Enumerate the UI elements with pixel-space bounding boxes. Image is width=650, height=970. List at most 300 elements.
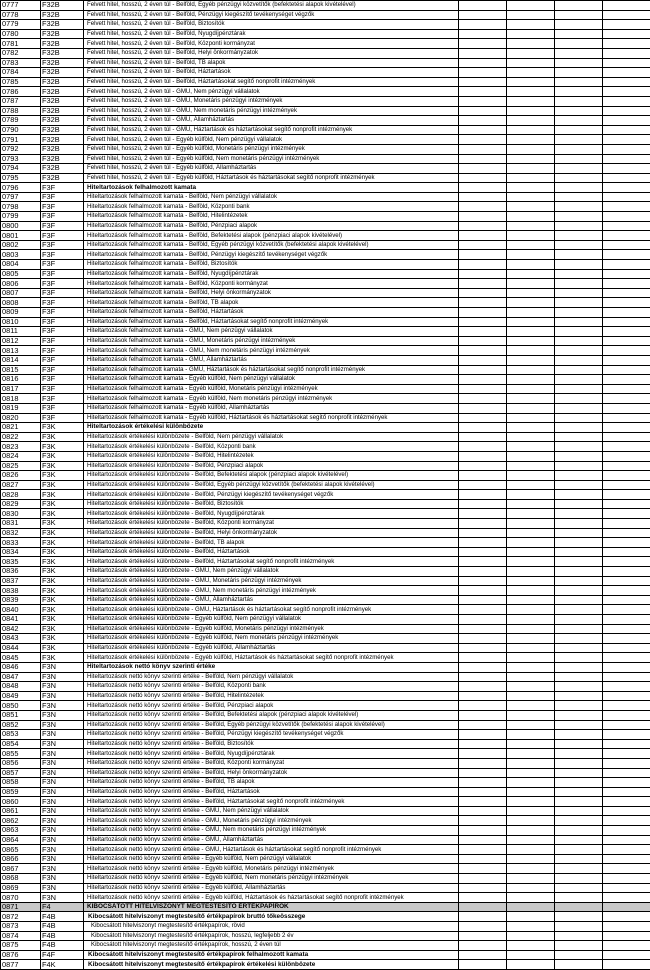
row-type: F3K	[41, 586, 84, 596]
value-cell	[459, 567, 507, 577]
value-cell	[555, 835, 603, 845]
value-cell	[555, 375, 603, 385]
row-code: 0816	[1, 375, 41, 385]
value-cell	[603, 845, 650, 855]
value-cell	[603, 106, 650, 116]
table-row	[1, 451, 650, 461]
row-type: F3N	[41, 662, 84, 672]
table-row	[1, 797, 650, 807]
value-cell	[603, 96, 650, 106]
row-description: Hiteltartozások felhalmozott kamata - Belföld, Pénzügyi kiegészítő tevékenységet végzők	[84, 250, 459, 260]
value-cell	[507, 595, 555, 605]
row-description: Hiteltartozások felhalmozott kamata - Egyéb külföld, Államháztartás	[84, 403, 459, 413]
row-code: 0875	[1, 941, 41, 951]
row-description: Kibocsátott hitelviszonyt megtestesítő értékpapírok, hosszú, 2 éven túl	[84, 941, 459, 951]
value-cell	[603, 20, 650, 30]
row-code: 0848	[1, 682, 41, 692]
row-code: 0838	[1, 586, 41, 596]
value-cell	[507, 547, 555, 557]
row-type: F3F	[41, 269, 84, 279]
value-cell	[603, 58, 650, 68]
row-code: 0812	[1, 336, 41, 346]
table-row	[1, 423, 650, 433]
value-cell	[507, 336, 555, 346]
row-type: F4F	[41, 950, 84, 960]
table-row	[1, 701, 650, 711]
row-description: Kibocsátott hitelviszonyt megtestesítő értékpapírok, hosszú, legfeljebb 2 év	[84, 931, 459, 941]
value-cell	[459, 710, 507, 720]
value-cell	[507, 960, 555, 970]
table-row	[1, 615, 650, 625]
value-cell	[603, 519, 650, 529]
table-row	[1, 317, 650, 327]
row-description: Hiteltartozások felhalmozott kamata - Belföld, Központi kormányzat	[84, 279, 459, 289]
value-cell	[507, 48, 555, 58]
row-description: Hiteltartozások nettó könyv szerinti értéke - Belföld, Központi bank	[84, 682, 459, 692]
value-cell	[459, 432, 507, 442]
row-description: Hiteltartozások nettó könyv szerinti értéke - Belföld, Pénzügyi kiegészítő tevékenységet végzők	[84, 730, 459, 740]
row-description: Hiteltartozások felhalmozott kamata - Egyéb külföld, Nem pénzügyi vállalatok	[84, 375, 459, 385]
table-row	[1, 778, 650, 788]
row-code: 0800	[1, 221, 41, 231]
value-cell	[603, 279, 650, 289]
value-cell	[555, 605, 603, 615]
value-cell	[459, 308, 507, 318]
row-description: Hiteltartozások felhalmozott kamata - Egyéb külföld, Nem monetáris pénzügyi intézmények	[84, 394, 459, 404]
row-type: F32B	[41, 87, 84, 97]
value-cell	[459, 701, 507, 711]
value-cell	[459, 20, 507, 30]
value-cell	[555, 624, 603, 634]
table-row	[1, 672, 650, 682]
value-cell	[603, 806, 650, 816]
value-cell	[459, 509, 507, 519]
row-type: F3K	[41, 528, 84, 538]
value-cell	[603, 212, 650, 222]
row-description: Hiteltartozások felhalmozott kamata - Belföld, Pénzpiaci alapok	[84, 221, 459, 231]
value-cell	[603, 557, 650, 567]
value-cell	[603, 403, 650, 413]
value-cell	[507, 29, 555, 39]
table-row	[1, 519, 650, 529]
value-cell	[507, 643, 555, 653]
table-row	[1, 922, 650, 932]
value-cell	[555, 106, 603, 116]
value-cell	[459, 643, 507, 653]
table-row	[1, 96, 650, 106]
value-cell	[459, 423, 507, 433]
value-cell	[459, 816, 507, 826]
value-cell	[603, 739, 650, 749]
value-cell	[459, 346, 507, 356]
value-cell	[555, 394, 603, 404]
row-code: 0823	[1, 442, 41, 452]
value-cell	[603, 413, 650, 423]
value-cell	[459, 835, 507, 845]
row-description: Hiteltartozások nettó könyv szerinti értéke - Belföld, Befektetési alapok (pénzpiaci alapok kivételével)	[84, 710, 459, 720]
value-cell	[459, 375, 507, 385]
value-cell	[459, 653, 507, 663]
value-cell	[507, 375, 555, 385]
row-code: 0836	[1, 567, 41, 577]
value-cell	[603, 231, 650, 241]
row-description: Hiteltartozások nettó könyv szerinti értéke - Belföld, TB alapok	[84, 778, 459, 788]
value-cell	[603, 308, 650, 318]
value-cell	[603, 701, 650, 711]
table-row	[1, 509, 650, 519]
value-cell	[603, 778, 650, 788]
row-code: 0799	[1, 212, 41, 222]
value-cell	[507, 634, 555, 644]
value-cell	[555, 701, 603, 711]
value-cell	[603, 643, 650, 653]
row-code: 0790	[1, 125, 41, 135]
value-cell	[459, 1, 507, 11]
value-cell	[459, 10, 507, 20]
row-code: 0849	[1, 691, 41, 701]
value-cell	[507, 1, 555, 11]
row-code: 0846	[1, 662, 41, 672]
value-cell	[507, 931, 555, 941]
value-cell	[603, 202, 650, 212]
row-type: F3F	[41, 298, 84, 308]
row-description: Hiteltartozások felhalmozott kamata - Belföld, Nem pénzügyi vállalatok	[84, 192, 459, 202]
row-code: 0786	[1, 87, 41, 97]
row-description: Hiteltartozások értékelési különbözete - GMU, Háztartások és háztartásokat segítő nonprofit intézmények	[84, 605, 459, 615]
row-type: F3K	[41, 432, 84, 442]
value-cell	[555, 144, 603, 154]
table-row	[1, 260, 650, 270]
table-row	[1, 893, 650, 903]
value-cell	[459, 96, 507, 106]
row-code: 0788	[1, 106, 41, 116]
row-description: Hiteltartozások értékelési különbözete - Belföld, Helyi önkormányzatok	[84, 528, 459, 538]
row-description: Hiteltartozások értékelési különbözete - Belföld, Nem pénzügyi vállalatok	[84, 432, 459, 442]
value-cell	[459, 269, 507, 279]
row-description: Felvett hitel, hosszú, 2 éven túl - GMU, Nem pénzügyi vállalatok	[84, 87, 459, 97]
value-cell	[507, 154, 555, 164]
value-cell	[507, 816, 555, 826]
value-cell	[459, 672, 507, 682]
value-cell	[555, 29, 603, 39]
value-cell	[555, 77, 603, 87]
value-cell	[555, 58, 603, 68]
table-row	[1, 643, 650, 653]
row-type: F3N	[41, 778, 84, 788]
value-cell	[603, 29, 650, 39]
row-code: 0853	[1, 730, 41, 740]
value-cell	[459, 557, 507, 567]
row-description: Hiteltartozások felhalmozott kamata - GMU, Nem pénzügyi vállalatok	[84, 327, 459, 337]
value-cell	[459, 87, 507, 97]
row-code: 0874	[1, 931, 41, 941]
value-cell	[603, 758, 650, 768]
value-cell	[555, 615, 603, 625]
table-row	[1, 845, 650, 855]
row-description: Hiteltartozások értékelési különbözete - Belföld, Befektetési alapok (pénzpiaci alapok kivételével)	[84, 471, 459, 481]
table-row	[1, 567, 650, 577]
value-cell	[459, 125, 507, 135]
row-description: Hiteltartozások értékelési különbözete - Belföld, Központi kormányzat	[84, 519, 459, 529]
value-cell	[459, 240, 507, 250]
value-cell	[459, 471, 507, 481]
row-type: F32B	[41, 29, 84, 39]
row-type: F32B	[41, 20, 84, 30]
value-cell	[459, 682, 507, 692]
value-cell	[555, 240, 603, 250]
row-code: 0794	[1, 164, 41, 174]
table-row	[1, 240, 650, 250]
row-type: F3K	[41, 547, 84, 557]
value-cell	[603, 116, 650, 126]
value-cell	[555, 298, 603, 308]
row-type: F3F	[41, 279, 84, 289]
row-code: 0809	[1, 308, 41, 318]
value-cell	[603, 682, 650, 692]
row-description: Hiteltartozások értékelési különbözete - Belföld, Biztosítók	[84, 499, 459, 509]
row-code: 0777	[1, 1, 41, 11]
value-cell	[555, 39, 603, 49]
value-cell	[555, 260, 603, 270]
table-row	[1, 787, 650, 797]
row-code: 0827	[1, 480, 41, 490]
value-cell	[603, 547, 650, 557]
value-cell	[459, 317, 507, 327]
value-cell	[507, 758, 555, 768]
value-cell	[507, 922, 555, 932]
row-type: F3K	[41, 461, 84, 471]
value-cell	[459, 116, 507, 126]
row-code: 0862	[1, 816, 41, 826]
row-type: F3N	[41, 749, 84, 759]
value-cell	[603, 912, 650, 922]
table-row	[1, 327, 650, 337]
row-description: Hiteltartozások értékelési különbözete - GMU, Nem monetáris pénzügyi intézmények	[84, 586, 459, 596]
row-type: F3F	[41, 221, 84, 231]
value-cell	[555, 87, 603, 97]
table-row	[1, 941, 650, 951]
table-row	[1, 835, 650, 845]
value-cell	[555, 173, 603, 183]
table-row	[1, 758, 650, 768]
value-cell	[459, 202, 507, 212]
value-cell	[555, 567, 603, 577]
row-description: Hiteltartozások értékelési különbözete - Egyéb külföld, Államháztartás	[84, 643, 459, 653]
value-cell	[555, 912, 603, 922]
row-type: F3F	[41, 365, 84, 375]
value-cell	[459, 480, 507, 490]
row-description: Kibocsátott hitelviszonyt megtestesítő értékpapírok felhalmozott kamata	[84, 950, 459, 960]
row-type: F32B	[41, 10, 84, 20]
row-type: F3F	[41, 260, 84, 270]
row-code: 0820	[1, 413, 41, 423]
value-cell	[507, 423, 555, 433]
value-cell	[507, 106, 555, 116]
row-description: Hiteltartozások nettó könyv szerinti értéke - Belföld, Pénzpiaci alapok	[84, 701, 459, 711]
value-cell	[459, 451, 507, 461]
table-row	[1, 375, 650, 385]
value-cell	[507, 432, 555, 442]
value-cell	[459, 922, 507, 932]
value-cell	[603, 749, 650, 759]
value-cell	[603, 835, 650, 845]
value-cell	[555, 758, 603, 768]
row-description: Hiteltartozások felhalmozott kamata - Belföld, Háztartások	[84, 308, 459, 318]
row-code: 0832	[1, 528, 41, 538]
row-type: F3F	[41, 336, 84, 346]
table-row	[1, 662, 650, 672]
row-type: F3K	[41, 634, 84, 644]
row-code: 0871	[1, 902, 41, 912]
value-cell	[459, 394, 507, 404]
row-description: Hiteltartozások nettó könyv szerinti értéke - Belföld, Nyugdíjpénztárak	[84, 749, 459, 759]
value-cell	[459, 442, 507, 452]
row-type: F3N	[41, 883, 84, 893]
row-description: Felvett hitel, hosszú, 2 éven túl - Belföld, Háztartások	[84, 68, 459, 78]
value-cell	[507, 787, 555, 797]
row-description: Hiteltartozások nettó könyv szerinti értéke - Egyéb külföld, Monetáris pénzügyi intézmények	[84, 864, 459, 874]
table-row	[1, 173, 650, 183]
value-cell	[555, 826, 603, 836]
value-cell	[507, 260, 555, 270]
table-row	[1, 586, 650, 596]
value-cell	[555, 806, 603, 816]
row-description: Felvett hitel, hosszú, 2 éven túl - Egyéb külföld, Államháztartás	[84, 164, 459, 174]
row-description: Hiteltartozások értékelési különbözete - Belföld, Pénzügyi kiegészítő tevékenységet végzők	[84, 490, 459, 500]
row-type: F3K	[41, 442, 84, 452]
row-type: F32B	[41, 164, 84, 174]
value-cell	[603, 826, 650, 836]
row-type: F3N	[41, 691, 84, 701]
row-description: Felvett hitel, hosszú, 2 éven túl - Belföld, Egyéb pénzügyi közvetítők (befektetési alapok kivételével)	[84, 1, 459, 11]
value-cell	[507, 749, 555, 759]
value-cell	[555, 547, 603, 557]
row-type: F3N	[41, 797, 84, 807]
value-cell	[459, 212, 507, 222]
value-cell	[603, 710, 650, 720]
row-description: Hiteltartozások felhalmozott kamata - Belföld, Biztosítók	[84, 260, 459, 270]
value-cell	[507, 950, 555, 960]
value-cell	[603, 634, 650, 644]
row-type: F3K	[41, 490, 84, 500]
table-row	[1, 10, 650, 20]
row-type: F3F	[41, 250, 84, 260]
row-description: Felvett hitel, hosszú, 2 éven túl - Belföld, Pénzügyi kiegészítő tevékenységet végzők	[84, 10, 459, 20]
value-cell	[507, 710, 555, 720]
row-type: F3N	[41, 739, 84, 749]
value-cell	[459, 327, 507, 337]
row-code: 0864	[1, 835, 41, 845]
row-type: F3K	[41, 643, 84, 653]
row-description: Felvett hitel, hosszú, 2 éven túl - Egyéb külföld, Háztartások és háztartásokat segítő nonprofit intézmények	[84, 173, 459, 183]
value-cell	[603, 893, 650, 903]
row-type: F32B	[41, 96, 84, 106]
value-cell	[459, 806, 507, 816]
value-cell	[507, 499, 555, 509]
value-cell	[555, 902, 603, 912]
value-cell	[507, 298, 555, 308]
table-row	[1, 605, 650, 615]
value-cell	[555, 202, 603, 212]
value-cell	[507, 720, 555, 730]
value-cell	[555, 308, 603, 318]
row-description: Felvett hitel, hosszú, 2 éven túl - Egyéb külföld, Nem pénzügyi vállalatok	[84, 135, 459, 145]
value-cell	[603, 490, 650, 500]
row-type: F3N	[41, 710, 84, 720]
value-cell	[507, 902, 555, 912]
value-cell	[603, 461, 650, 471]
value-cell	[555, 451, 603, 461]
value-cell	[459, 749, 507, 759]
value-cell	[507, 653, 555, 663]
value-cell	[459, 605, 507, 615]
value-cell	[507, 173, 555, 183]
value-cell	[507, 490, 555, 500]
row-description: Hiteltartozások felhalmozott kamata - Belföld, Központi bank	[84, 202, 459, 212]
value-cell	[555, 950, 603, 960]
row-code: 0811	[1, 327, 41, 337]
value-cell	[603, 384, 650, 394]
value-cell	[603, 451, 650, 461]
row-description: Hiteltartozások értékelési különbözete - GMU, Államháztartás	[84, 595, 459, 605]
row-code: 0840	[1, 605, 41, 615]
row-code: 0780	[1, 29, 41, 39]
table-row	[1, 682, 650, 692]
value-cell	[459, 883, 507, 893]
row-type: F3N	[41, 682, 84, 692]
value-cell	[459, 586, 507, 596]
row-code: 0854	[1, 739, 41, 749]
value-cell	[603, 442, 650, 452]
value-cell	[555, 499, 603, 509]
value-cell	[603, 854, 650, 864]
row-type: F3K	[41, 499, 84, 509]
value-cell	[603, 691, 650, 701]
row-code: 0841	[1, 615, 41, 625]
value-cell	[603, 394, 650, 404]
value-cell	[459, 902, 507, 912]
value-cell	[507, 39, 555, 49]
row-code: 0842	[1, 624, 41, 634]
value-cell	[555, 922, 603, 932]
value-cell	[459, 336, 507, 346]
row-description: Hiteltartozások nettó könyv szerinti értéke - Belföld, Központi kormányzat	[84, 758, 459, 768]
value-cell	[507, 509, 555, 519]
value-cell	[555, 874, 603, 884]
row-code: 0791	[1, 135, 41, 145]
row-description: Hiteltartozások felhalmozott kamata - Belföld, TB alapok	[84, 298, 459, 308]
value-cell	[555, 509, 603, 519]
row-description: Felvett hitel, hosszú, 2 éven túl - GMU, Nem monetáris pénzügyi intézmények	[84, 106, 459, 116]
row-type: F3K	[41, 576, 84, 586]
row-description: Hiteltartozások felhalmozott kamata - Belföld, Hitelintézetek	[84, 212, 459, 222]
value-cell	[507, 77, 555, 87]
value-cell	[459, 68, 507, 78]
table-row	[1, 192, 650, 202]
value-cell	[555, 778, 603, 788]
value-cell	[459, 490, 507, 500]
value-cell	[555, 634, 603, 644]
row-type: F3K	[41, 538, 84, 548]
row-description: Felvett hitel, hosszú, 2 éven túl - GMU, Monetáris pénzügyi intézmények	[84, 96, 459, 106]
value-cell	[459, 730, 507, 740]
value-cell	[459, 547, 507, 557]
row-description: Hiteltartozások értékelési különbözete - Belföld, Egyéb pénzügyi közvetítők (befektetési alapok kivételével)	[84, 480, 459, 490]
table-row	[1, 490, 650, 500]
value-cell	[459, 854, 507, 864]
table-row	[1, 413, 650, 423]
table-row	[1, 164, 650, 174]
